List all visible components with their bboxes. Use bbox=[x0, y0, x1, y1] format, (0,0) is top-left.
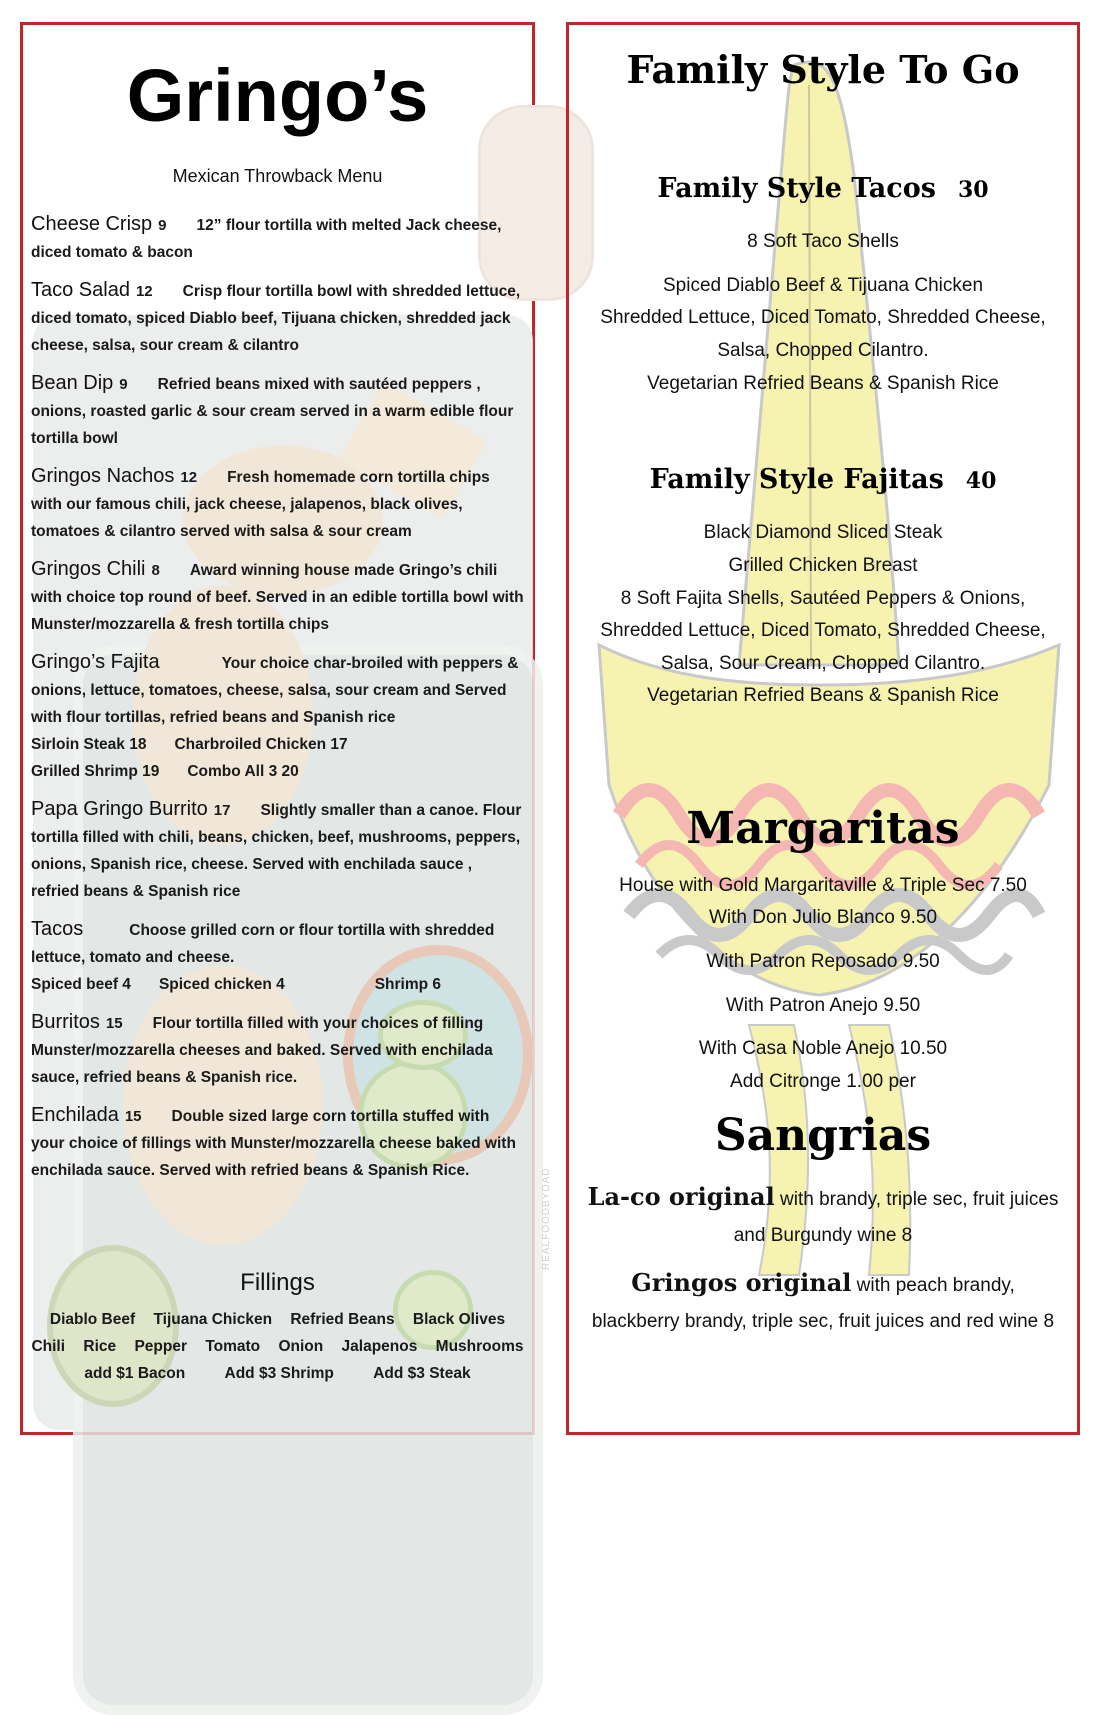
tacos-line: Vegetarian Refried Beans & Spanish Rice bbox=[647, 373, 999, 394]
family-tacos-heading bbox=[569, 173, 1077, 204]
fajitas-line: Shredded Lettuce, Diced Tomato, Shredded Cheese, bbox=[600, 620, 1046, 641]
item-name: Papa Gringo Burrito bbox=[31, 798, 208, 820]
filling-option: Diablo Beef bbox=[49, 1311, 136, 1328]
menu-item bbox=[31, 556, 524, 638]
sangria-name: Gringos original bbox=[631, 1268, 852, 1297]
price-option: Shrimp 6 bbox=[374, 976, 442, 993]
filling-option: Chili bbox=[31, 1338, 66, 1355]
item-name: Gringo’s Fajita bbox=[31, 651, 160, 673]
tacos-line: Shredded Lettuce, Diced Tomato, Shredded Cheese, bbox=[600, 307, 1046, 328]
price-option-row bbox=[31, 731, 524, 758]
filling-addon: add $1 Bacon bbox=[84, 1365, 186, 1382]
item-name: Enchilada bbox=[31, 1104, 119, 1126]
item-price: 15 bbox=[124, 1108, 142, 1125]
price-option: Grilled Shrimp 19 bbox=[31, 763, 160, 780]
item-price: 9 bbox=[158, 217, 167, 234]
fillings-row bbox=[23, 1338, 532, 1356]
menu-item bbox=[31, 370, 524, 452]
item-description: Crisp flour tortilla bowl with shredded lettuce, diced tomato, spiced Diablo beef, Tijuana chicken, shredded jack cheese, salsa, sour cream & cilantro bbox=[31, 283, 521, 354]
tacos-line: Salsa, Chopped Cilantro. bbox=[717, 340, 929, 361]
item-description: Choose grilled corn or flour tortilla with shredded lettuce, tomato and cheese. bbox=[31, 922, 495, 966]
sangria-item bbox=[587, 1179, 1059, 1254]
item-price: 12 bbox=[135, 283, 153, 300]
price-option-row bbox=[31, 971, 524, 998]
margarita-line: With Patron Anejo 9.50 bbox=[725, 995, 921, 1016]
photo-watermark: REALFOODBYDAD bbox=[541, 1167, 552, 1270]
sangrias-heading: Sangrias bbox=[714, 1110, 932, 1161]
item-name: Gringos Chili bbox=[31, 558, 146, 580]
margarita-line: With Don Julio Blanco 9.50 bbox=[708, 907, 938, 928]
filling-option: Mushrooms bbox=[435, 1338, 524, 1355]
to-go-title: Family Style To Go bbox=[626, 47, 1020, 92]
item-price: 9 bbox=[119, 376, 128, 393]
item-name: Taco Salad bbox=[31, 279, 130, 301]
menu-item bbox=[31, 463, 524, 545]
item-price: 15 bbox=[105, 1015, 123, 1032]
filling-option: Tomato bbox=[205, 1338, 261, 1355]
price-option: Combo All 3 20 bbox=[187, 763, 299, 780]
menu-item bbox=[31, 649, 524, 785]
item-name: Gringos Nachos bbox=[31, 465, 175, 487]
menu-item bbox=[31, 277, 524, 359]
section-heading-text: Family Style Tacos bbox=[657, 173, 936, 204]
margarita-line: With Patron Reposado 9.50 bbox=[706, 951, 940, 972]
item-price: 17 bbox=[213, 802, 231, 819]
tacos-line: Spiced Diablo Beef & Tijuana Chicken bbox=[662, 275, 984, 296]
sangria-description: with brandy, triple sec, fruit juices and Burgundy wine 8 bbox=[733, 1189, 1059, 1246]
filling-option: Jalapenos bbox=[341, 1338, 418, 1355]
price-option: Sirloin Steak 18 bbox=[31, 736, 147, 753]
family-fajitas-heading bbox=[569, 464, 1077, 495]
filling-option: Black Olives bbox=[412, 1311, 506, 1328]
section-price: 40 bbox=[965, 468, 997, 494]
item-description: 12” flour tortilla with melted Jack cheese, diced tomato & bacon bbox=[31, 217, 502, 261]
sangria-item bbox=[587, 1265, 1059, 1340]
fillings-row bbox=[23, 1311, 532, 1329]
item-name: Tacos bbox=[31, 918, 84, 940]
menu-item bbox=[31, 1009, 524, 1091]
price-option: Charbroiled Chicken 17 bbox=[174, 736, 348, 753]
menu-item bbox=[31, 796, 524, 905]
fajitas-line: Vegetarian Refried Beans & Spanish Rice bbox=[647, 685, 999, 706]
fajitas-line: Salsa, Sour Cream, Chopped Cilantro. bbox=[660, 653, 986, 674]
price-option-row bbox=[31, 758, 524, 785]
menu-item bbox=[31, 1102, 524, 1184]
filling-option: Onion bbox=[278, 1338, 324, 1355]
menu-subtitle: Mexican Throwback Menu bbox=[172, 166, 383, 186]
item-description: Your choice char-broiled with peppers & onions, lettuce, tomatoes, cheese, salsa, sour cream and Served with flour tortillas, refried beans and Spanish rice bbox=[31, 655, 519, 726]
item-description: Fresh homemade corn tortilla chips with our famous chili, jack cheese, jalapenos, black olives, tomatoes & cilantro served with salsa & sour cream bbox=[31, 469, 490, 540]
restaurant-logo: Gringo’s bbox=[126, 54, 429, 137]
price-option: Spiced beef 4 bbox=[31, 976, 131, 993]
item-price: 12 bbox=[180, 469, 198, 486]
section-price: 30 bbox=[957, 177, 989, 203]
item-name: Cheese Crisp bbox=[31, 213, 153, 235]
item-description: Slightly smaller than a canoe. Flour tortilla filled with chili, beans, chicken, beef, mushrooms, peppers, onions, Spanish rice, cheese. Served with enchilada sauce , refried beans & Spanish rice bbox=[31, 802, 522, 900]
item-price: 8 bbox=[151, 562, 160, 579]
tacos-line: 8 Soft Taco Shells bbox=[747, 231, 899, 252]
fillings-row bbox=[23, 1365, 532, 1383]
margaritas-heading: Margaritas bbox=[686, 803, 960, 854]
filling-addon: Add $3 Shrimp bbox=[224, 1365, 334, 1382]
fajitas-line: Grilled Chicken Breast bbox=[728, 555, 918, 576]
fajitas-line: Black Diamond Sliced Steak bbox=[703, 522, 943, 543]
item-name: Burritos bbox=[31, 1011, 100, 1033]
menu-item bbox=[31, 916, 524, 998]
filling-option: Rice bbox=[83, 1338, 117, 1355]
filling-option: Tijuana Chicken bbox=[153, 1311, 273, 1328]
filling-option: Pepper bbox=[134, 1338, 187, 1355]
filling-addon: Add $3 Steak bbox=[373, 1365, 471, 1382]
fillings-heading: Fillings bbox=[240, 1269, 315, 1296]
margarita-line: Add Citronge 1.00 per bbox=[730, 1071, 916, 1092]
fajitas-line: 8 Soft Fajita Shells, Sautéed Peppers & Onions, bbox=[620, 588, 1026, 609]
item-description: Double sized large corn tortilla stuffed with your choice of fillings with Munster/mozzarella cheese baked with enchilada sauce. Served with refried beans & Spanish Rice. bbox=[31, 1108, 516, 1179]
filling-option: Refried Beans bbox=[290, 1311, 395, 1328]
menu-item bbox=[31, 211, 524, 266]
section-heading-text: Family Style Fajitas bbox=[649, 464, 944, 495]
menu-items-list bbox=[31, 211, 524, 1195]
right-menu-panel bbox=[566, 22, 1080, 1435]
left-menu-panel bbox=[20, 22, 552, 1435]
item-description: Flour tortilla filled with your choices of filling Munster/mozzarella cheeses and baked. Served with enchilada sauce, refried beans & Spanish rice. bbox=[31, 1015, 493, 1086]
sangria-name: La-co original bbox=[587, 1182, 775, 1211]
margarita-line: House with Gold Margaritaville & Triple Sec 7.50 bbox=[619, 875, 1027, 896]
margarita-line: With Casa Noble Anejo 10.50 bbox=[698, 1038, 948, 1059]
price-option: Spiced chicken 4 bbox=[158, 976, 285, 993]
item-description: Award winning house made Gringo’s chili with choice top round of beef. Served in an edible tortilla bowl with Munster/mozzarella & fresh tortilla chips bbox=[31, 562, 524, 633]
item-description: Refried beans mixed with sautéed peppers , onions, roasted garlic & sour cream served in a warm edible flour tortilla bowl bbox=[31, 376, 514, 447]
item-name: Bean Dip bbox=[31, 372, 114, 394]
sangria-description: with peach brandy, blackberry brandy, triple sec, fruit juices and red wine 8 bbox=[591, 1275, 1055, 1332]
